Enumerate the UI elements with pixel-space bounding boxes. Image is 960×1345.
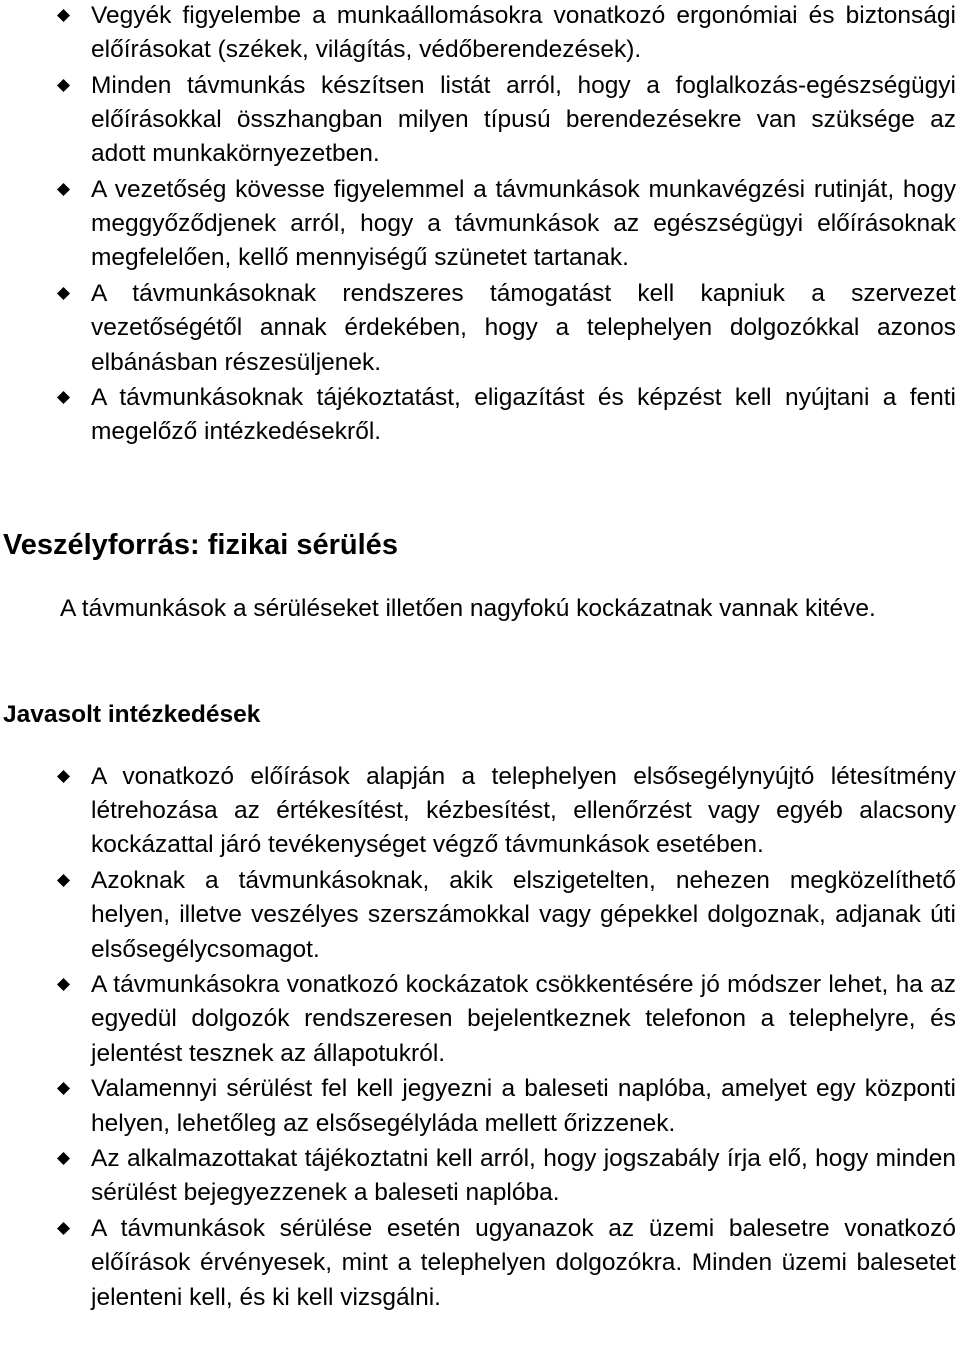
measures-heading: Javasolt intézkedések [3, 701, 261, 728]
diamond-bullet-icon [57, 1082, 70, 1095]
diamond-bullet-icon [57, 1222, 70, 1235]
diamond-bullet-icon [57, 770, 70, 783]
diamond-bullet-icon [57, 1152, 70, 1165]
hazard-heading: Veszélyforrás: fizikai sérülés [3, 529, 398, 561]
list-item [0, 760, 960, 863]
list-item-text: Vegyék figyelembe a munkaállomásokra vonatkozó ergonómiai és biztonsági előírásokat (székek, világítás, védőberendezések). [91, 2, 956, 64]
list-item-text: A távmunkásokra vonatkozó kockázatok csökkentésére jó módszer lehet, ha az egyedül dolgozók rendszeresen bejelentkeznek telefonon a telephelyre, és jelentést tesznek az állapotukról. [91, 971, 956, 1067]
measures-list [0, 760, 960, 1315]
diamond-bullet-icon [57, 391, 70, 404]
list-item-text: Az alkalmazottakat tájékoztatni kell arról, hogy jogszabály írja elő, hogy minden sérülést bejegyezzenek a baleseti naplóba. [91, 1145, 956, 1207]
list-item [0, 381, 960, 449]
list-item-text: Minden távmunkás készítsen listát arról, hogy a foglalkozás-egészségügyi előírásokkal összhangban milyen típusú berendezésekre van szüksége az adott munkakörnyezetben. [91, 71, 956, 168]
diamond-bullet-icon [57, 79, 70, 92]
list-item-text: A vezetőség kövesse figyelemmel a távmunkások munkavégzési rutinját, hogy meggyőződjenek arról, hogy a távmunkások az egészségügyi előírásoknak megfelelően, kellő mennyiségű szünetet tartanak. [91, 176, 956, 272]
list-item [0, 1142, 960, 1210]
list-item [0, 968, 960, 1071]
diamond-bullet-icon [57, 183, 70, 196]
list-item-text: A távmunkásoknak rendszeres támogatást kell kapniuk a szervezet vezetőségétől annak érdekében, hogy a telephelyen dolgozókkal azonos elbánásban részesüljenek. [91, 280, 956, 376]
list-item-text: A vonatkozó előírások alapján a telephelyen elsősegélynyújtó létesítmény létrehozása az értékesítést, kézbesítést, ellenőrzést vagy egyéb alacsony kockázattal járó tevékenységet végző távmunkások esetében. [91, 763, 956, 859]
list-item-text: Azoknak a távmunkásoknak, akik elszigetelten, nehezen megközelíthető helyen, illetve veszélyes szerszámokkal vagy gépekkel dolgoznak, adjanak úti elsősegélycsomagot. [91, 867, 956, 963]
diamond-bullet-icon [57, 874, 70, 887]
list-item-text: A távmunkásoknak tájékoztatást, eligazítást és képzést kell nyújtani a fenti megelőző intézkedésekről. [91, 384, 956, 446]
list-item-text: Valamennyi sérülést fel kell jegyezni a baleseti naplóba, amelyet egy központi helyen, lehetőleg az elsősegélyláda mellett őrizzenek. [91, 1075, 956, 1137]
list-item-text: A távmunkások sérülése esetén ugyanazok az üzemi balesetre vonatkozó előírások érvényesek, mint a telephelyen dolgozókra. Minden üzemi balesetet jelenteni kell, és ki kell vizsgálni. [91, 1215, 956, 1311]
list-item [0, 1212, 960, 1315]
list-item [0, 277, 960, 380]
list-item [0, 1072, 960, 1140]
list-item [0, 0, 960, 67]
list-item [0, 864, 960, 967]
precaution-list [0, 0, 960, 450]
list-item [0, 69, 960, 172]
diamond-bullet-icon [57, 9, 70, 22]
diamond-bullet-icon [57, 978, 70, 991]
hazard-paragraph: A távmunkások a sérüléseket illetően nagyfokú kockázatnak vannak kitéve. [60, 595, 876, 622]
list-item [0, 173, 960, 276]
diamond-bullet-icon [57, 287, 70, 300]
